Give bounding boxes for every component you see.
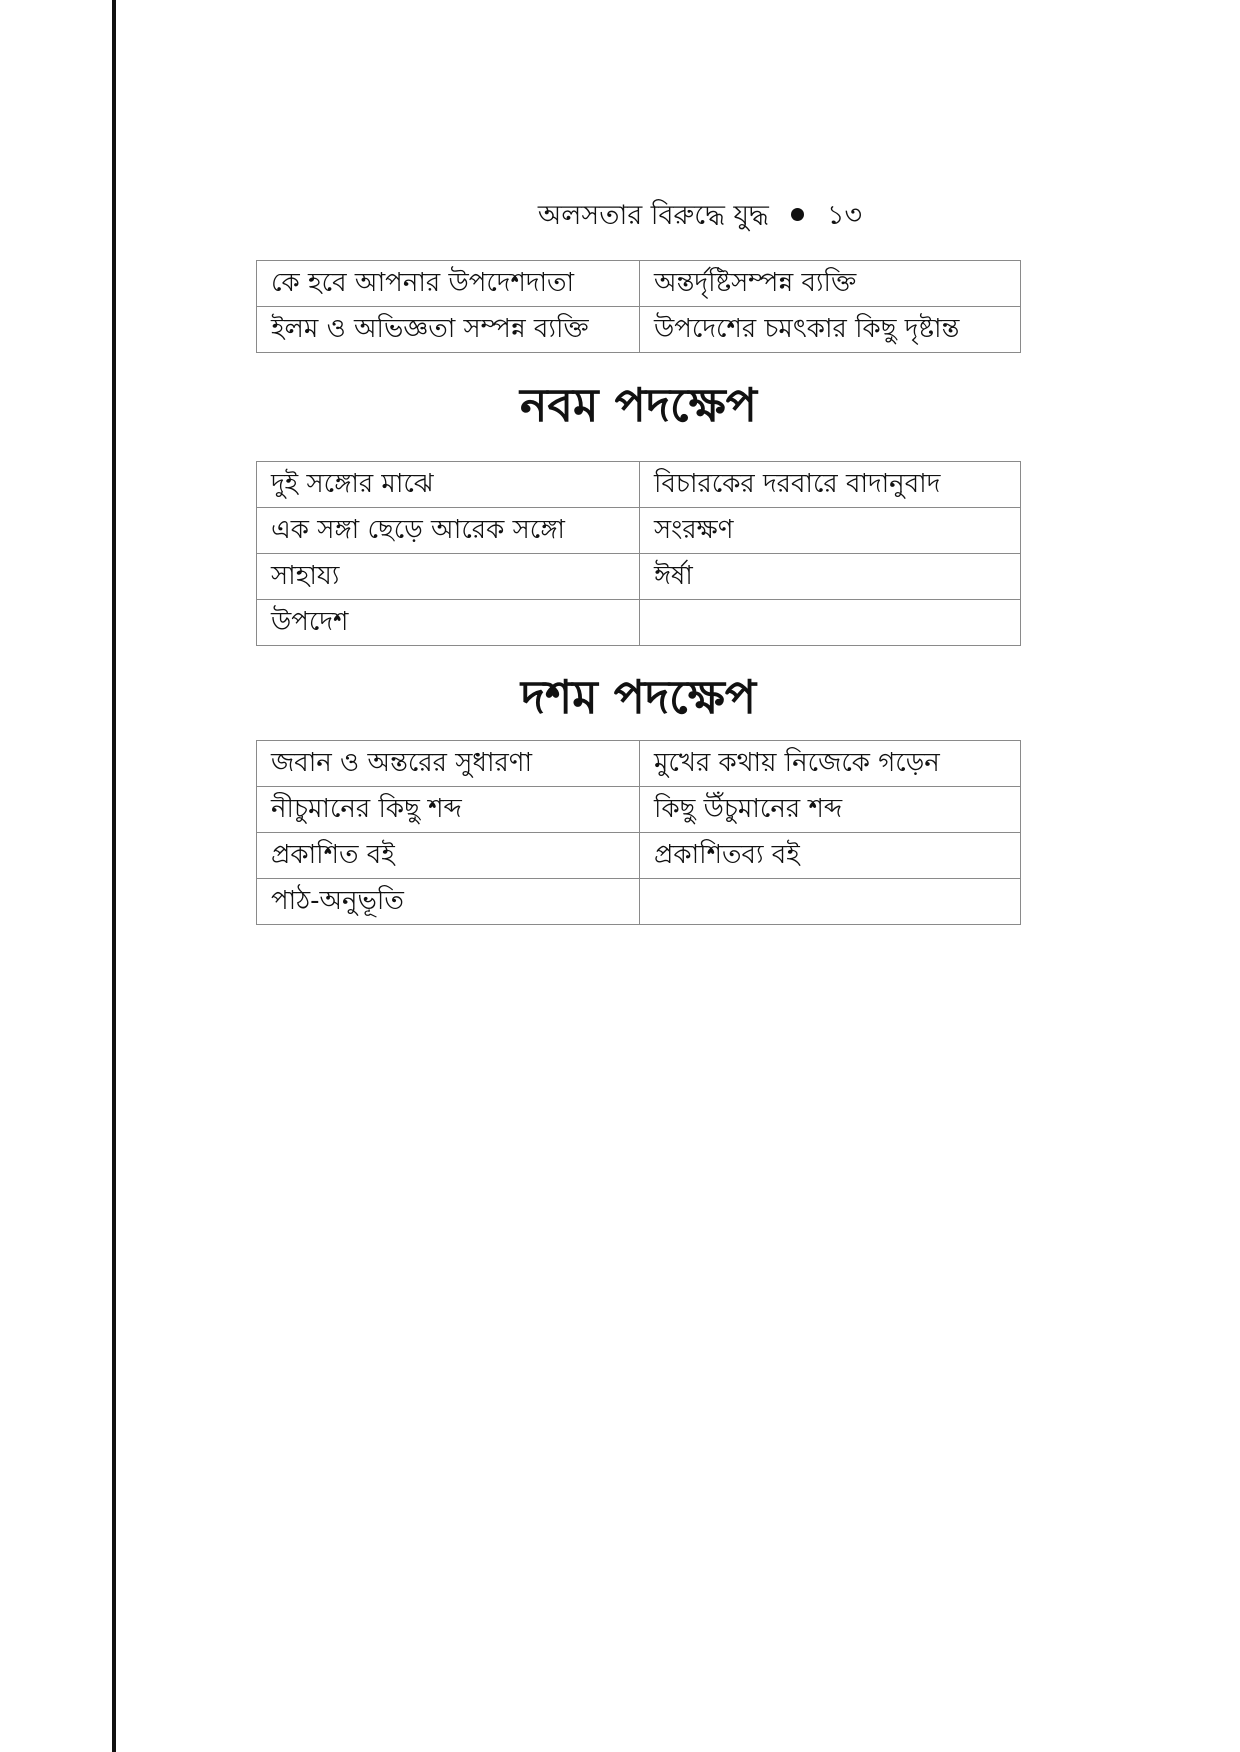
book-title: অলসতার বিরুদ্ধে যুদ্ধ	[537, 200, 769, 231]
table-cell: এক সঙ্গা ছেড়ে আরেক সঙ্গো	[257, 508, 640, 554]
table-cell: উপদেশ	[257, 600, 640, 646]
table-cell: উপদেশের চমৎকার কিছু দৃষ্টান্ত	[640, 307, 1021, 353]
table-cell: প্রকাশিত বই	[257, 833, 640, 879]
bullet-separator-icon	[791, 208, 804, 221]
table-row	[257, 741, 1021, 787]
table-cell: সাহায্য	[257, 554, 640, 600]
page-number: ১৩	[827, 200, 863, 231]
section-10-heading: দশম পদক্ষেপ	[520, 670, 757, 724]
table-cell: দুই সঙ্গোর মাঝে	[257, 462, 640, 508]
table-cell: কিছু উঁচুমানের শব্দ	[640, 787, 1021, 833]
table-row	[257, 554, 1021, 600]
table-cell: পাঠ-অনুভূতি	[257, 879, 640, 925]
table-row	[257, 833, 1021, 879]
table-cell: বিচারকের দরবারে বাদানুবাদ	[640, 462, 1021, 508]
table-cell: কে হবে আপনার উপদেশদাতা	[257, 261, 640, 307]
table-row	[257, 307, 1021, 353]
table-row	[257, 879, 1021, 925]
table-cell	[640, 600, 1021, 646]
table-cell: সংরক্ষণ	[640, 508, 1021, 554]
table-row	[257, 600, 1021, 646]
table-row	[257, 787, 1021, 833]
section-9-heading: নবম পদক্ষেপ	[520, 378, 757, 432]
table-row	[257, 508, 1021, 554]
table-cell: প্রকাশিতব্য বই	[640, 833, 1021, 879]
table-cell	[640, 879, 1021, 925]
running-head	[400, 196, 1000, 236]
table-cell: অন্তর্দৃষ্টিসম্পন্ন ব্যক্তি	[640, 261, 1021, 307]
table-cell: মুখের কথায় নিজেকে গড়েন	[640, 741, 1021, 787]
table-row	[257, 261, 1021, 307]
table-row	[257, 462, 1021, 508]
contents-table-section-10	[256, 740, 1021, 925]
table-cell: ইলম ও অভিজ্ঞতা সম্পন্ন ব্যক্তি	[257, 307, 640, 353]
table-cell: নীচুমানের কিছু শব্দ	[257, 787, 640, 833]
contents-table-section-9	[256, 461, 1021, 646]
table-cell: জবান ও অন্তরের সুধারণা	[257, 741, 640, 787]
binding-rule	[112, 0, 116, 1752]
table-cell: ঈর্ষা	[640, 554, 1021, 600]
contents-table-top	[256, 260, 1021, 353]
